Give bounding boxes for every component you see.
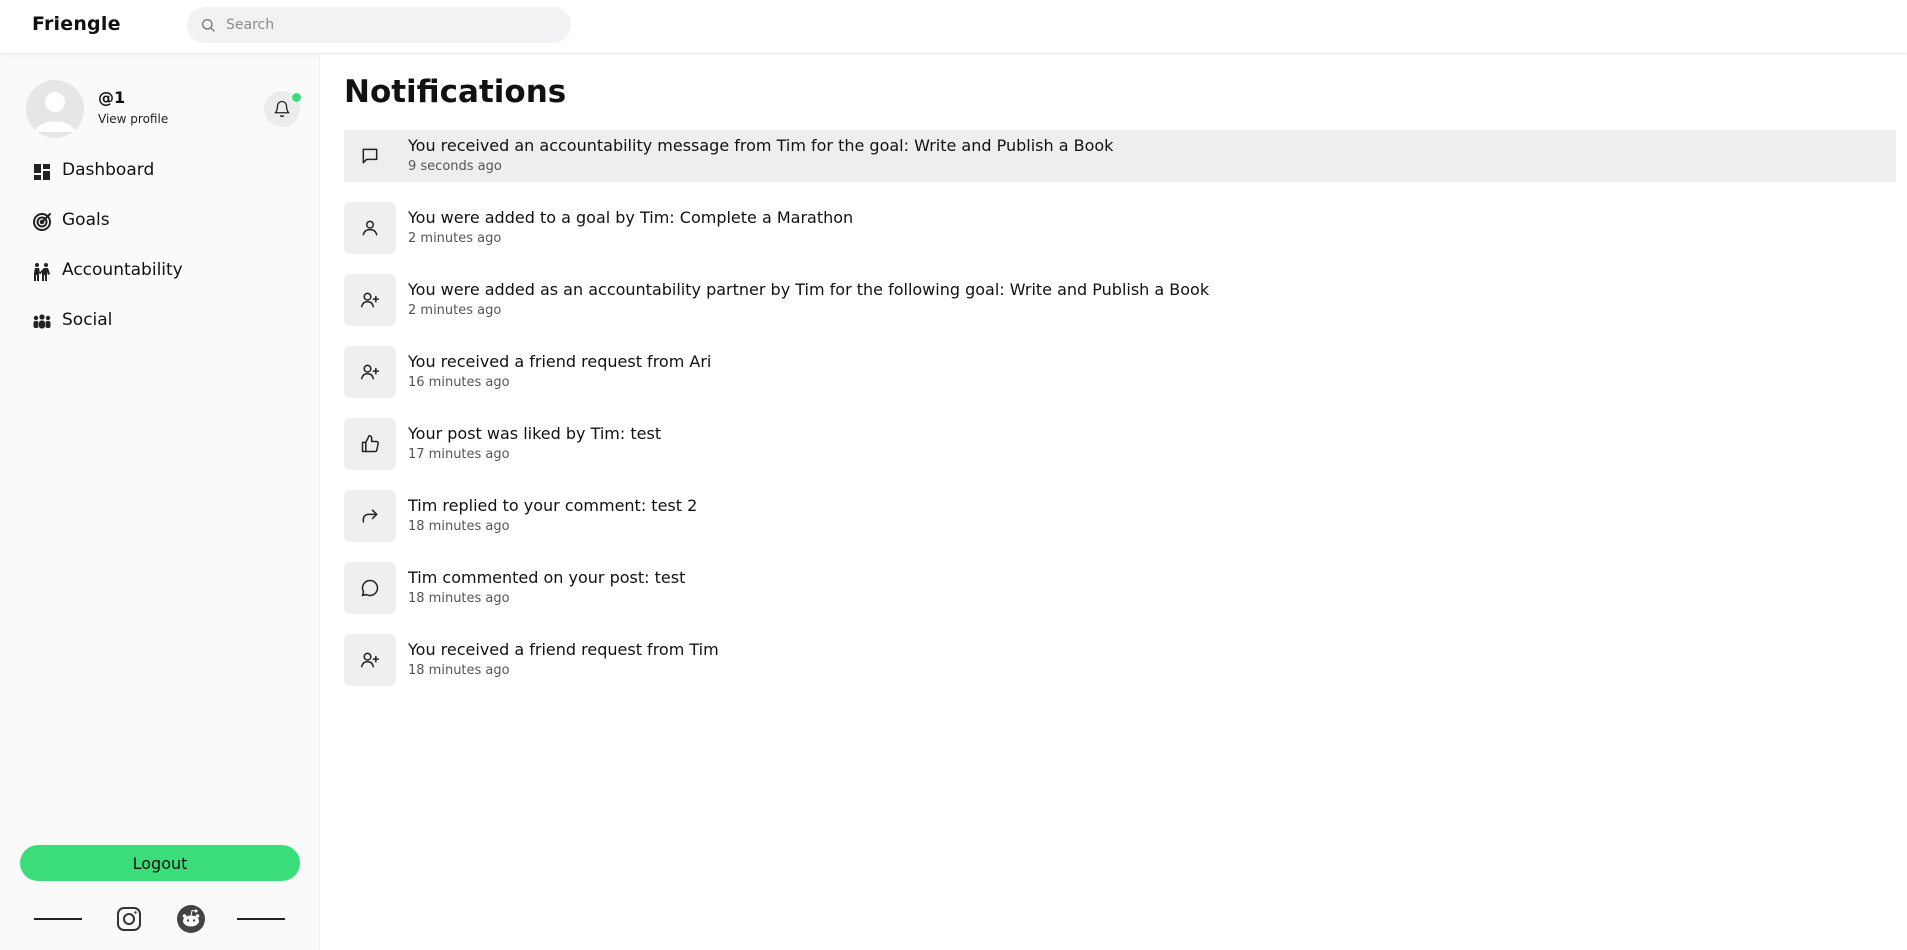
reddit-icon[interactable] [177, 905, 205, 933]
user-plus-icon [360, 290, 380, 310]
notification-item[interactable] [344, 490, 1896, 542]
notification-text: Your post was liked by Tim: test [408, 424, 662, 443]
search-bar[interactable] [187, 7, 571, 43]
notification-text: You received an accountability message from Tim for the goal: Write and Publish a Book [408, 136, 1114, 155]
notification-text: Tim commented on your post: test [408, 568, 686, 587]
bell-icon [273, 100, 291, 118]
notification-time: 9 seconds ago [408, 159, 502, 174]
logout-button[interactable]: Logout [20, 845, 300, 881]
top-header [0, 0, 1907, 54]
notification-icon-box [344, 346, 396, 398]
people-walking-icon [32, 262, 52, 282]
notification-item[interactable] [344, 130, 1896, 182]
message-square-icon [360, 146, 380, 166]
user-plus-icon [360, 362, 380, 382]
sidebar-item-accountability[interactable] [30, 255, 300, 287]
notification-item[interactable] [344, 562, 1896, 614]
notification-item[interactable] [344, 202, 1896, 254]
notification-text: You received a friend request from Tim [408, 640, 719, 659]
sidebar-item-dashboard[interactable] [30, 155, 300, 187]
user-plus-icon [360, 650, 380, 670]
sidebar [0, 54, 320, 950]
notification-time: 18 minutes ago [408, 663, 510, 678]
page-title: Notifications [344, 74, 567, 110]
notification-item[interactable] [344, 418, 1896, 470]
notification-time: 18 minutes ago [408, 519, 510, 534]
notification-text: You were added as an accountability partner by Tim for the following goal: Write and Publish a Book [408, 280, 1210, 299]
notification-item[interactable] [344, 634, 1896, 686]
sidebar-item-label: Social [62, 310, 113, 330]
notification-text: Tim replied to your comment: test 2 [408, 496, 698, 515]
footer-divider-right [237, 918, 285, 920]
footer-divider-left [34, 918, 82, 920]
notification-icon-box [344, 490, 396, 542]
notification-time: 2 minutes ago [408, 231, 502, 246]
notification-icon-box [344, 130, 396, 182]
profile-username: @1 [98, 88, 126, 107]
sidebar-item-label: Accountability [62, 260, 183, 280]
notification-icon-box [344, 562, 396, 614]
notification-time: 18 minutes ago [408, 591, 510, 606]
notification-icon-box [344, 202, 396, 254]
notifications-bell-button[interactable] [264, 91, 300, 127]
notification-time: 17 minutes ago [408, 447, 510, 462]
sidebar-item-label: Dashboard [62, 160, 155, 180]
group-icon [32, 312, 52, 332]
thumbs-up-icon [360, 434, 380, 454]
instagram-icon[interactable] [115, 905, 143, 933]
dashboard-icon [32, 162, 52, 182]
notification-time: 16 minutes ago [408, 375, 510, 390]
notification-icon-box [344, 418, 396, 470]
reply-arrow-icon [360, 506, 380, 526]
message-circle-icon [360, 578, 380, 598]
sidebar-item-label: Goals [62, 210, 110, 230]
notification-item[interactable] [344, 274, 1896, 326]
search-input[interactable] [226, 7, 556, 43]
notification-text: You were added to a goal by Tim: Complete a Marathon [408, 208, 854, 227]
avatar[interactable] [26, 80, 84, 138]
notification-icon-box [344, 634, 396, 686]
target-icon [32, 212, 52, 232]
user-icon [360, 218, 380, 238]
notification-text: You received a friend request from Ari [408, 352, 712, 371]
notification-time: 2 minutes ago [408, 303, 502, 318]
brand-logo[interactable]: Friengle [32, 13, 121, 35]
sidebar-item-goals[interactable] [30, 205, 300, 237]
notification-icon-box [344, 274, 396, 326]
notification-item[interactable] [344, 346, 1896, 398]
unread-indicator-dot [291, 92, 302, 103]
default-avatar-icon [26, 80, 84, 138]
view-profile-link[interactable]: View profile [98, 112, 169, 126]
sidebar-item-social[interactable] [30, 305, 300, 337]
search-icon [200, 17, 216, 33]
